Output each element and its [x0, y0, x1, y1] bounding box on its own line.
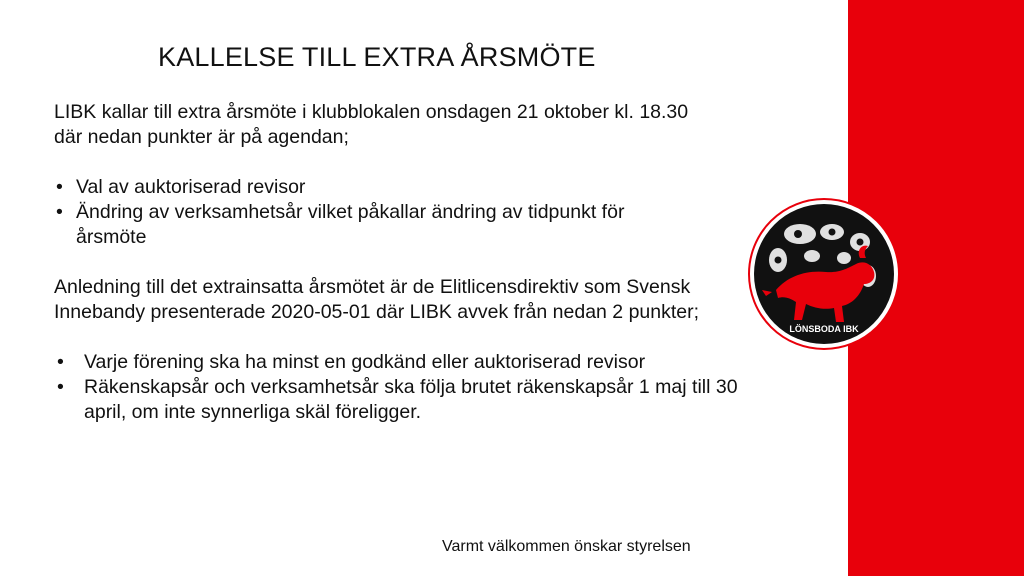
bullet-icon: • — [57, 376, 64, 398]
bullet-icon: • — [56, 201, 63, 223]
agenda-list — [54, 175, 754, 250]
agenda-item: • Ändring av verksamhetsår vilket påkallar ändring av tidpunkt för årsmöte — [56, 201, 625, 248]
requirements-list — [54, 350, 754, 425]
requirement-item: • Räkenskapsår och verksamhetsår ska följa brutet räkenskapsår 1 maj till 30 april, om inte synnerliga skäl föreligger. — [57, 376, 738, 423]
slide-title: KALLELSE TILL EXTRA ÅRSMÖTE — [158, 42, 596, 72]
requirement-item: • Varje förening ska ha minst en godkänd eller auktoriserad revisor — [57, 351, 646, 373]
slide-body — [54, 100, 754, 425]
footer-text: Varmt välkommen önskar styrelsen — [442, 538, 691, 555]
agenda-item: • Val av auktoriserad revisor — [56, 176, 306, 198]
reason-paragraph: Anledning till det extrainsatta årsmötet är de Elitlicensdirektiv som Svensk Innebandy presenterade 2020-05-01 där LIBK avvek från nedan 2 punkter; — [54, 276, 700, 323]
lonsboda-ibk-logo — [748, 198, 900, 350]
bullet-icon: • — [57, 351, 64, 373]
bullet-icon: • — [56, 176, 63, 198]
logo-text: LÖNSBODA IBK — [789, 324, 859, 334]
intro-paragraph: LIBK kallar till extra årsmöte i klubblokalen onsdagen 21 oktober kl. 18.30 där nedan punkter är på agendan; — [54, 101, 689, 148]
